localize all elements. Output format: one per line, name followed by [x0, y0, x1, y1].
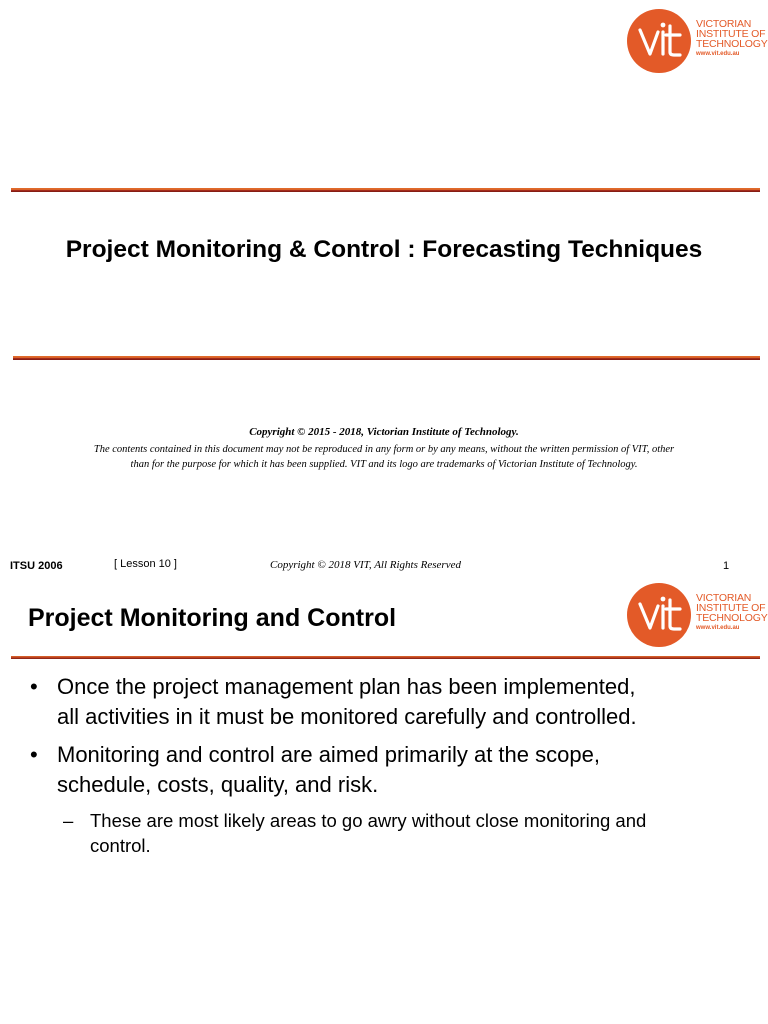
slide2-divider — [11, 656, 760, 659]
bottom-divider — [13, 356, 760, 360]
logo-line: VICTORIAN — [696, 18, 752, 30]
footer-page-number: 1 — [723, 560, 730, 572]
slide2-title: Project Monitoring and Control — [28, 604, 397, 632]
bullet-list — [28, 672, 748, 858]
logo-line: TECHNOLOGY — [696, 612, 768, 624]
logo-line: INSTITUTE OF — [696, 28, 766, 40]
bullet-marker: • — [30, 674, 38, 699]
sub-bullet-item — [28, 808, 748, 858]
bullet-item — [28, 740, 748, 800]
vit-logo — [626, 8, 768, 74]
copyright-line: Copyright © 2015 - 2018, Victorian Institute of Technology. — [249, 426, 519, 438]
bullet-line: Once the project management plan has been implemented, — [57, 674, 636, 699]
logo-line: INSTITUTE OF — [696, 602, 766, 614]
logo-url: www.vit.edu.au — [696, 51, 740, 57]
footer-course-code: ITSU 2006 — [10, 560, 63, 572]
logo-wordmark — [696, 19, 768, 49]
copyright-notice — [0, 442, 768, 472]
footer-lesson: [ Lesson 10 ] — [114, 558, 177, 570]
bullet-marker: • — [30, 742, 38, 767]
vit-logo-mark-icon — [626, 8, 692, 74]
logo-wordmark — [696, 593, 768, 623]
bullet-item — [28, 672, 748, 732]
vit-logo-mark-icon — [626, 582, 692, 648]
slide1-title: Project Monitoring & Control : Forecasting Techniques — [65, 236, 703, 263]
sub-bullet-line: control. — [90, 835, 151, 856]
bullet-line: Monitoring and control are aimed primarily at the scope, — [57, 742, 600, 767]
logo-line: TECHNOLOGY — [696, 38, 768, 50]
logo-line: VICTORIAN — [696, 592, 752, 604]
top-divider — [11, 188, 760, 192]
vit-logo — [626, 582, 768, 648]
sub-bullet-marker: – — [63, 810, 74, 831]
copyright-block — [0, 426, 768, 472]
logo-url: www.vit.edu.au — [696, 625, 740, 631]
sub-bullet-line: These are most likely areas to go awry without close monitoring and — [90, 810, 647, 831]
bullet-line: schedule, costs, quality, and risk. — [57, 772, 379, 797]
notice-line: than for the purpose for which it has been supplied. VIT and its logo are trademarks of Victorian Institute of Technology. — [130, 459, 638, 470]
bullet-line: all activities in it must be monitored carefully and controlled. — [57, 704, 637, 729]
footer-copyright: Copyright © 2018 VIT, All Rights Reserved — [270, 559, 461, 571]
notice-line: The contents contained in this document may not be reproduced in any form or by any means, without the written permission of VIT, other — [93, 444, 675, 455]
